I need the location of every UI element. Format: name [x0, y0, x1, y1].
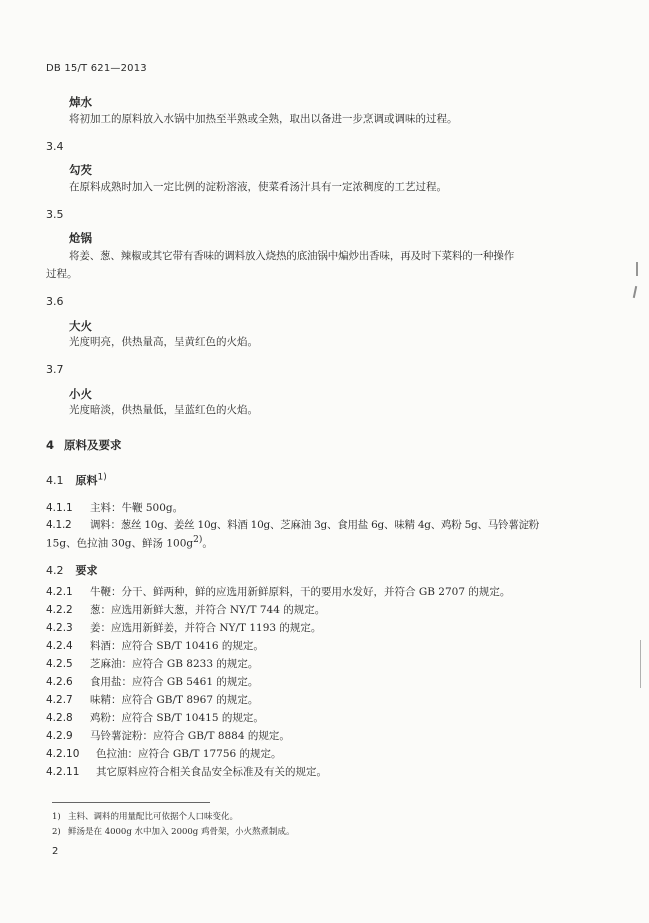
clause-4-1-2-continued [46, 535, 213, 551]
clause-number-3-4: 3.4 [46, 140, 64, 153]
footnote-separator [52, 802, 210, 803]
clause-text: 调料：葱丝 10g、姜丝 10g、料酒 10g、芝麻油 3g、食用盐 6g、味精 4g、鸡粉 5g、马铃薯淀粉 [90, 519, 539, 531]
clause-number-3-6: 3.6 [46, 295, 64, 308]
requirement-item [46, 746, 282, 761]
requirement-text: 食用盐：应符合 GB 5461 的规定。 [90, 676, 259, 688]
standard-code-header: DB 15/T 621—2013 [46, 63, 147, 74]
requirement-text: 牛鞭：分干、鲜两种，鲜的应选用新鲜原料，干的要用水发好，并符合 GB 2707 的规定。 [90, 586, 511, 598]
requirement-item [46, 710, 264, 725]
requirement-number: 4.2.11 [46, 766, 80, 778]
term-thickening: 勾芡 [69, 163, 92, 177]
footnote-text: 主料、调料的用量配比可依据个人口味变化。 [68, 812, 239, 822]
requirement-item [46, 728, 290, 743]
requirement-text: 姜：应选用新鲜姜，并符合 NY/T 1193 的规定。 [90, 622, 322, 634]
requirement-number: 4.2.8 [46, 712, 73, 724]
section-number: 4 [46, 438, 55, 452]
requirement-number: 4.2.6 [46, 676, 73, 688]
requirement-text: 鸡粉：应符合 SB/T 10415 的规定。 [90, 712, 264, 724]
requirement-text: 马铃薯淀粉：应符合 GB/T 8884 的规定。 [90, 730, 290, 742]
requirement-text: 色拉油：应符合 GB/T 17756 的规定。 [96, 748, 282, 760]
clause-text: 主料：牛鞭 500g。 [90, 502, 184, 514]
section-title: 原料及要求 [64, 438, 122, 452]
requirement-item [46, 656, 258, 671]
requirement-text: 葱：应选用新鲜大葱，并符合 NY/T 744 的规定。 [90, 604, 326, 616]
clause-number-3-7: 3.7 [46, 363, 64, 376]
footnote-mark: 1) [52, 812, 61, 822]
scan-mark [640, 640, 641, 688]
requirement-number: 4.2.7 [46, 694, 73, 706]
footnote-2 [52, 825, 294, 837]
definition-stir-aroma-line1: 将姜、葱、辣椒或其它带有香味的调料放入烧热的底油锅中煸炒出香味，再及时下菜料的一种操作 [69, 250, 515, 262]
term-high-heat: 大火 [69, 319, 92, 333]
term-stir-aroma: 炝锅 [69, 231, 92, 245]
requirement-number: 4.2.4 [46, 640, 73, 652]
footnote-mark: 1) [97, 472, 107, 483]
subsection-heading-4-2 [46, 562, 98, 578]
requirement-item [46, 674, 258, 689]
requirement-text: 料酒：应符合 SB/T 10416 的规定。 [90, 640, 264, 652]
requirement-item [46, 584, 510, 599]
scan-mark [636, 262, 638, 276]
definition-high-heat: 光度明亮，供热量高，呈黄红色的火焰。 [69, 336, 258, 348]
term-low-heat: 小火 [69, 387, 92, 401]
footnote-mark: 2) [52, 827, 61, 837]
definition-stir-aroma-line2: 过程。 [46, 268, 78, 280]
clause-4-1-2 [46, 517, 539, 532]
clause-4-1-1 [46, 500, 183, 515]
subsection-number: 4.2 [46, 564, 64, 577]
footnote-mark: 2) [193, 535, 203, 545]
term-blanching: 焯水 [69, 95, 92, 109]
page-number: 2 [52, 846, 59, 857]
requirement-text: 味精：应符合 GB/T 8967 的规定。 [90, 694, 259, 706]
requirement-number: 4.2.3 [46, 622, 73, 634]
requirement-item [46, 602, 325, 617]
requirement-number: 4.2.10 [46, 748, 80, 760]
requirement-number: 4.2.9 [46, 730, 73, 742]
definition-blanching: 将初加工的原料放入水锅中加热至半熟或全熟，取出以备进一步烹调或调味的过程。 [69, 113, 458, 125]
subsection-heading-4-1 [46, 472, 107, 488]
footnote-text: 鲜汤是在 4000g 水中加入 2000g 鸡骨架，小火熬煮制成。 [68, 827, 295, 837]
clause-text-end: 。 [202, 537, 213, 550]
requirement-item [46, 638, 264, 653]
requirement-item [46, 620, 321, 635]
subsection-number: 4.1 [46, 474, 64, 487]
section-heading-4 [46, 437, 122, 453]
clause-number: 4.1.1 [46, 502, 73, 514]
clause-text: 15g、色拉油 30g、鲜汤 100g [46, 537, 194, 550]
definition-thickening: 在原料成熟时加入一定比例的淀粉溶液，使菜肴汤汁具有一定浓稠度的工艺过程。 [69, 181, 447, 193]
clause-number-3-5: 3.5 [46, 208, 64, 221]
clause-number: 4.1.2 [46, 519, 72, 531]
requirement-text: 芝麻油：应符合 GB 8233 的规定。 [90, 658, 259, 670]
requirement-item [46, 764, 327, 779]
requirement-number: 4.2.1 [46, 586, 73, 598]
requirement-number: 4.2.5 [46, 658, 73, 670]
subsection-title: 要求 [75, 564, 98, 577]
requirement-number: 4.2.2 [46, 604, 73, 616]
footnote-1 [52, 810, 238, 822]
subsection-title: 原料 [75, 474, 98, 487]
definition-low-heat: 光度暗淡，供热量低，呈蓝红色的火焰。 [69, 404, 258, 416]
requirement-item [46, 692, 258, 707]
scan-mark [633, 286, 637, 298]
requirement-text: 其它原料应符合相关食品安全标准及有关的规定。 [96, 766, 327, 778]
